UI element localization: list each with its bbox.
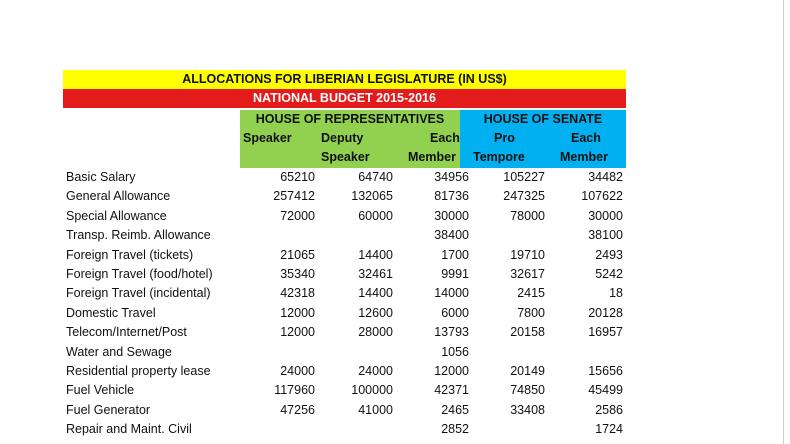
cell-house-member: 13793	[434, 325, 469, 340]
cell-house-member: 38400	[434, 228, 469, 243]
row-label: Transp. Reimb. Allowance	[66, 228, 211, 243]
cell-pro-tempore: 105227	[503, 170, 545, 184]
cell-house-member: 14000	[434, 286, 469, 301]
table-row	[63, 265, 628, 284]
cell-deputy-speaker: 32461	[358, 266, 393, 281]
table-row	[63, 343, 628, 362]
house-of-representatives-header	[240, 110, 460, 168]
cell-house-member: 9991	[441, 266, 469, 281]
cell-deputy-speaker: 28000	[358, 325, 393, 340]
cell-house-member: 1056	[441, 344, 469, 359]
cell-deputy-speaker: 60000	[358, 208, 393, 223]
table-row	[63, 187, 628, 206]
cell-speaker: 117960	[274, 383, 315, 398]
cell-senate-member: 45499	[588, 383, 623, 398]
cell-deputy-speaker: 14400	[358, 286, 393, 301]
cell-pro-tempore: 33408	[510, 402, 545, 417]
cell-house-member: 1700	[441, 247, 469, 262]
senate-title: HOUSE OF SENATE	[483, 112, 603, 126]
cell-senate-member: 5242	[595, 266, 623, 281]
col-pro-tempore-header-line2: Tempore	[473, 150, 525, 164]
cell-pro-tempore: 32617	[510, 266, 545, 281]
cell-deputy-speaker: 24000	[358, 363, 393, 378]
cell-house-member: 30000	[434, 208, 469, 223]
table-row	[63, 381, 628, 400]
row-label: Telecom/Internet/Post	[66, 325, 187, 340]
cell-deputy-speaker: 132065	[351, 189, 393, 204]
row-label: Foreign Travel (food/hotel)	[66, 266, 213, 281]
col-each-member-senate-header-line2: Member	[560, 150, 608, 164]
table-row	[63, 420, 628, 439]
row-label: Residential property lease	[66, 363, 211, 378]
col-each-member-house-header-line2: Member	[408, 150, 456, 164]
table-row	[63, 362, 628, 381]
table-row	[63, 323, 628, 342]
allocations-table	[63, 70, 628, 437]
cell-deputy-speaker: 100000	[351, 383, 393, 398]
table-row	[63, 401, 628, 420]
table-row	[63, 207, 628, 226]
cell-pro-tempore: 2415	[517, 286, 545, 301]
row-label: Basic Salary	[66, 170, 136, 184]
cell-house-member: 2852	[441, 422, 469, 437]
row-label: Fuel Generator	[66, 402, 151, 417]
row-label: General Allowance	[66, 189, 171, 204]
cell-senate-member: 38100	[588, 228, 623, 243]
cell-pro-tempore: 20149	[510, 363, 545, 378]
cell-pro-tempore: 20158	[510, 325, 545, 340]
table-row	[63, 246, 628, 265]
cell-senate-member: 107622	[581, 189, 623, 204]
table-body	[63, 168, 628, 439]
cell-house-member: 42371	[434, 383, 469, 398]
house-title: HOUSE OF REPRESENTATIVES	[255, 112, 445, 126]
cell-house-member: 2465	[441, 402, 469, 417]
cell-deputy-speaker: 12600	[358, 305, 393, 320]
cell-senate-member: 18	[609, 286, 623, 301]
cell-senate-member: 1724	[595, 422, 623, 437]
cell-house-member: 12000	[434, 363, 469, 378]
table-row	[63, 168, 628, 187]
row-label: Foreign Travel (tickets)	[66, 247, 194, 262]
cell-pro-tempore: 7800	[517, 305, 545, 320]
cell-deputy-speaker: 41000	[358, 402, 393, 417]
row-label: Special Allowance	[66, 208, 167, 223]
col-speaker-header: Speaker	[243, 131, 292, 145]
cell-speaker: 21065	[280, 247, 315, 262]
cell-deputy-speaker: 64740	[358, 170, 393, 184]
table-row	[63, 226, 628, 245]
cell-speaker: 24000	[280, 363, 315, 378]
page-edge	[783, 0, 784, 444]
col-deputy-speaker-header-line1: Deputy	[321, 131, 364, 145]
cell-speaker: 42318	[280, 286, 315, 301]
table-row	[63, 284, 628, 303]
row-label: Domestic Travel	[66, 305, 156, 320]
col-deputy-speaker-header-line2: Speaker	[321, 150, 370, 164]
cell-speaker: 47256	[280, 402, 315, 417]
cell-senate-member: 16957	[588, 325, 623, 340]
cell-speaker: 257412	[273, 189, 315, 204]
cell-house-member: 6000	[441, 305, 469, 320]
row-label: Repair and Maint. Civil	[66, 422, 192, 437]
cell-pro-tempore: 74850	[510, 383, 545, 398]
cell-pro-tempore: 19710	[510, 247, 545, 262]
cell-deputy-speaker: 14400	[358, 247, 393, 262]
cell-senate-member: 34482	[588, 170, 623, 184]
cell-senate-member: 2493	[595, 247, 623, 262]
cell-house-member: 34956	[434, 170, 469, 184]
cell-speaker: 12000	[280, 305, 315, 320]
table-title: ALLOCATIONS FOR LIBERIAN LEGISLATURE (IN US$)	[63, 70, 626, 89]
row-label: Fuel Vehicle	[66, 383, 135, 398]
col-each-member-senate-header-line1: Each	[571, 131, 601, 145]
col-each-member-house-header-line1: Each	[430, 131, 460, 145]
cell-pro-tempore: 78000	[510, 208, 545, 223]
cell-senate-member: 2586	[595, 402, 623, 417]
cell-pro-tempore: 247325	[503, 189, 545, 204]
cell-speaker: 12000	[280, 325, 315, 340]
cell-house-member: 81736	[434, 189, 469, 204]
cell-speaker: 35340	[280, 266, 315, 281]
cell-senate-member: 30000	[588, 208, 623, 223]
cell-senate-member: 20128	[588, 305, 623, 320]
col-pro-tempore-header-line1: Pro	[494, 131, 515, 145]
table-row	[63, 304, 628, 323]
house-of-senate-header	[460, 110, 626, 168]
table-subtitle: NATIONAL BUDGET 2015-2016	[63, 89, 626, 108]
cell-senate-member: 15656	[588, 363, 623, 378]
cell-speaker: 72000	[280, 208, 315, 223]
row-label: Water and Sewage	[66, 344, 172, 359]
cell-speaker: 65210	[280, 170, 315, 184]
row-label: Foreign Travel (incidental)	[66, 286, 211, 301]
